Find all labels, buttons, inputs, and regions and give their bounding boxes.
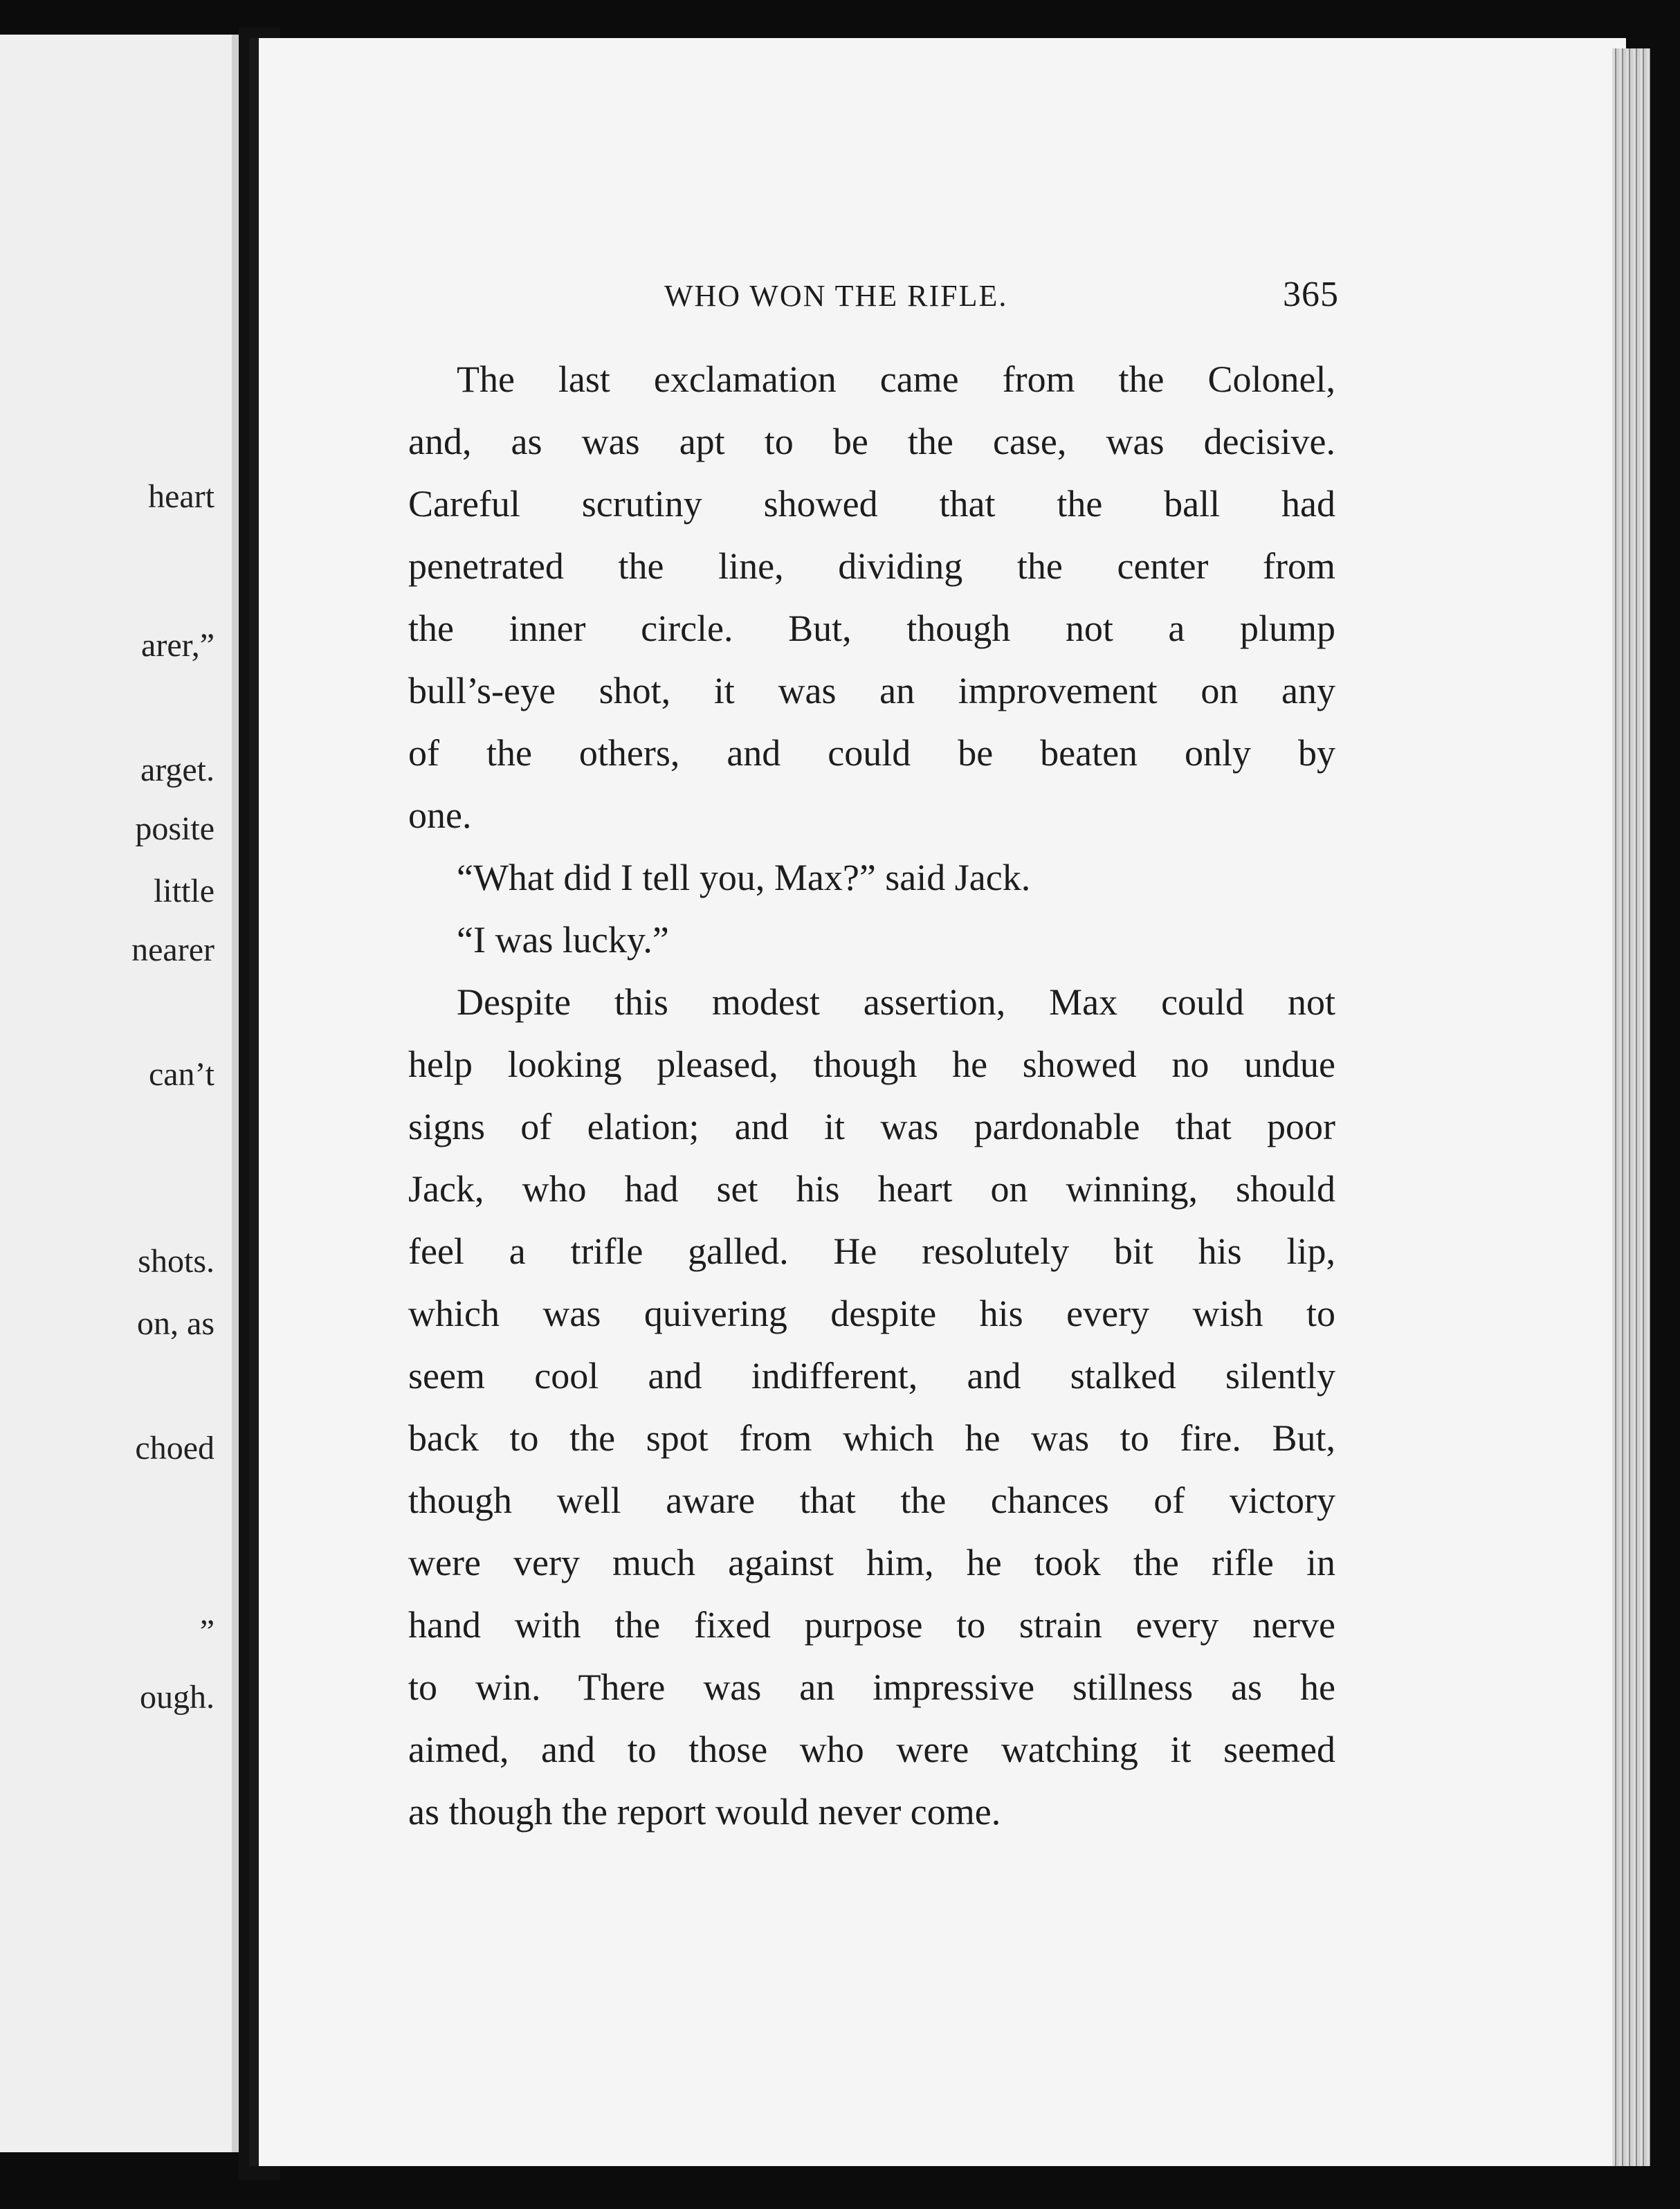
text-line: help looking pleased, though he showed no undue xyxy=(408,1044,1335,1085)
text-line: to win. There was an impressive stillness as he xyxy=(408,1666,1335,1708)
left-page-fragment: heart xyxy=(148,478,214,515)
page-edge-stack xyxy=(1612,48,1650,2166)
text-line: bull’s-eye shot, it was an improvement on any xyxy=(408,670,1335,711)
text-line: Careful scrutiny showed that the ball had xyxy=(408,483,1335,525)
left-facing-page xyxy=(0,35,239,2152)
text-line: “I was lucky.” xyxy=(457,919,669,961)
text-line: penetrated the line, dividing the center from xyxy=(408,545,1335,587)
text-line: Jack, who had set his heart on winning, should xyxy=(408,1168,1335,1210)
text-line: though well aware that the chances of victory xyxy=(408,1480,1335,1521)
left-page-fragment: choed xyxy=(135,1430,214,1466)
left-page-fragment: arget. xyxy=(140,752,214,788)
left-page-fragment: can’t xyxy=(148,1056,214,1093)
text-line: the inner circle. But, though not a plump xyxy=(408,608,1335,649)
text-line: hand with the fixed purpose to strain every nerve xyxy=(408,1604,1335,1646)
running-title: WHO WON THE RIFLE. xyxy=(664,279,1008,313)
left-page-fragment: posite xyxy=(135,810,214,847)
text-line: “What did I tell you, Max?” said Jack. xyxy=(457,857,1031,898)
text-line: as though the report would never come. xyxy=(408,1791,1001,1833)
text-line: and, as was apt to be the case, was decisive. xyxy=(408,421,1335,462)
page-number: 365 xyxy=(1283,275,1339,314)
left-page-fragment: arer,” xyxy=(141,627,214,664)
left-page-fragment: little xyxy=(154,873,214,909)
text-line: Despite this modest assertion, Max could not xyxy=(457,981,1335,1023)
text-line: which was quivering despite his every wish to xyxy=(408,1293,1335,1334)
left-page-fragment: shots. xyxy=(138,1243,214,1280)
text-line: aimed, and to those who were watching it seemed xyxy=(408,1729,1335,1770)
text-line: back to the spot from which he was to fire. But, xyxy=(408,1417,1335,1459)
left-page-fragment: nearer xyxy=(131,931,214,968)
text-line: The last exclamation came from the Colonel, xyxy=(457,358,1335,400)
text-line: were very much against him, he took the rifle in xyxy=(408,1542,1335,1583)
left-page-fragment: on, as xyxy=(137,1305,214,1342)
text-line: signs of elation; and it was pardonable that poor xyxy=(408,1106,1335,1147)
text-line: one. xyxy=(408,794,472,836)
left-page-fragment: ” xyxy=(199,1613,214,1650)
text-line: of the others, and could be beaten only by xyxy=(408,732,1335,774)
left-page-fragment: ough. xyxy=(140,1679,214,1716)
text-line: seem cool and indifferent, and stalked silently xyxy=(408,1355,1335,1397)
text-line: feel a trifle galled. He resolutely bit his lip, xyxy=(408,1230,1335,1272)
